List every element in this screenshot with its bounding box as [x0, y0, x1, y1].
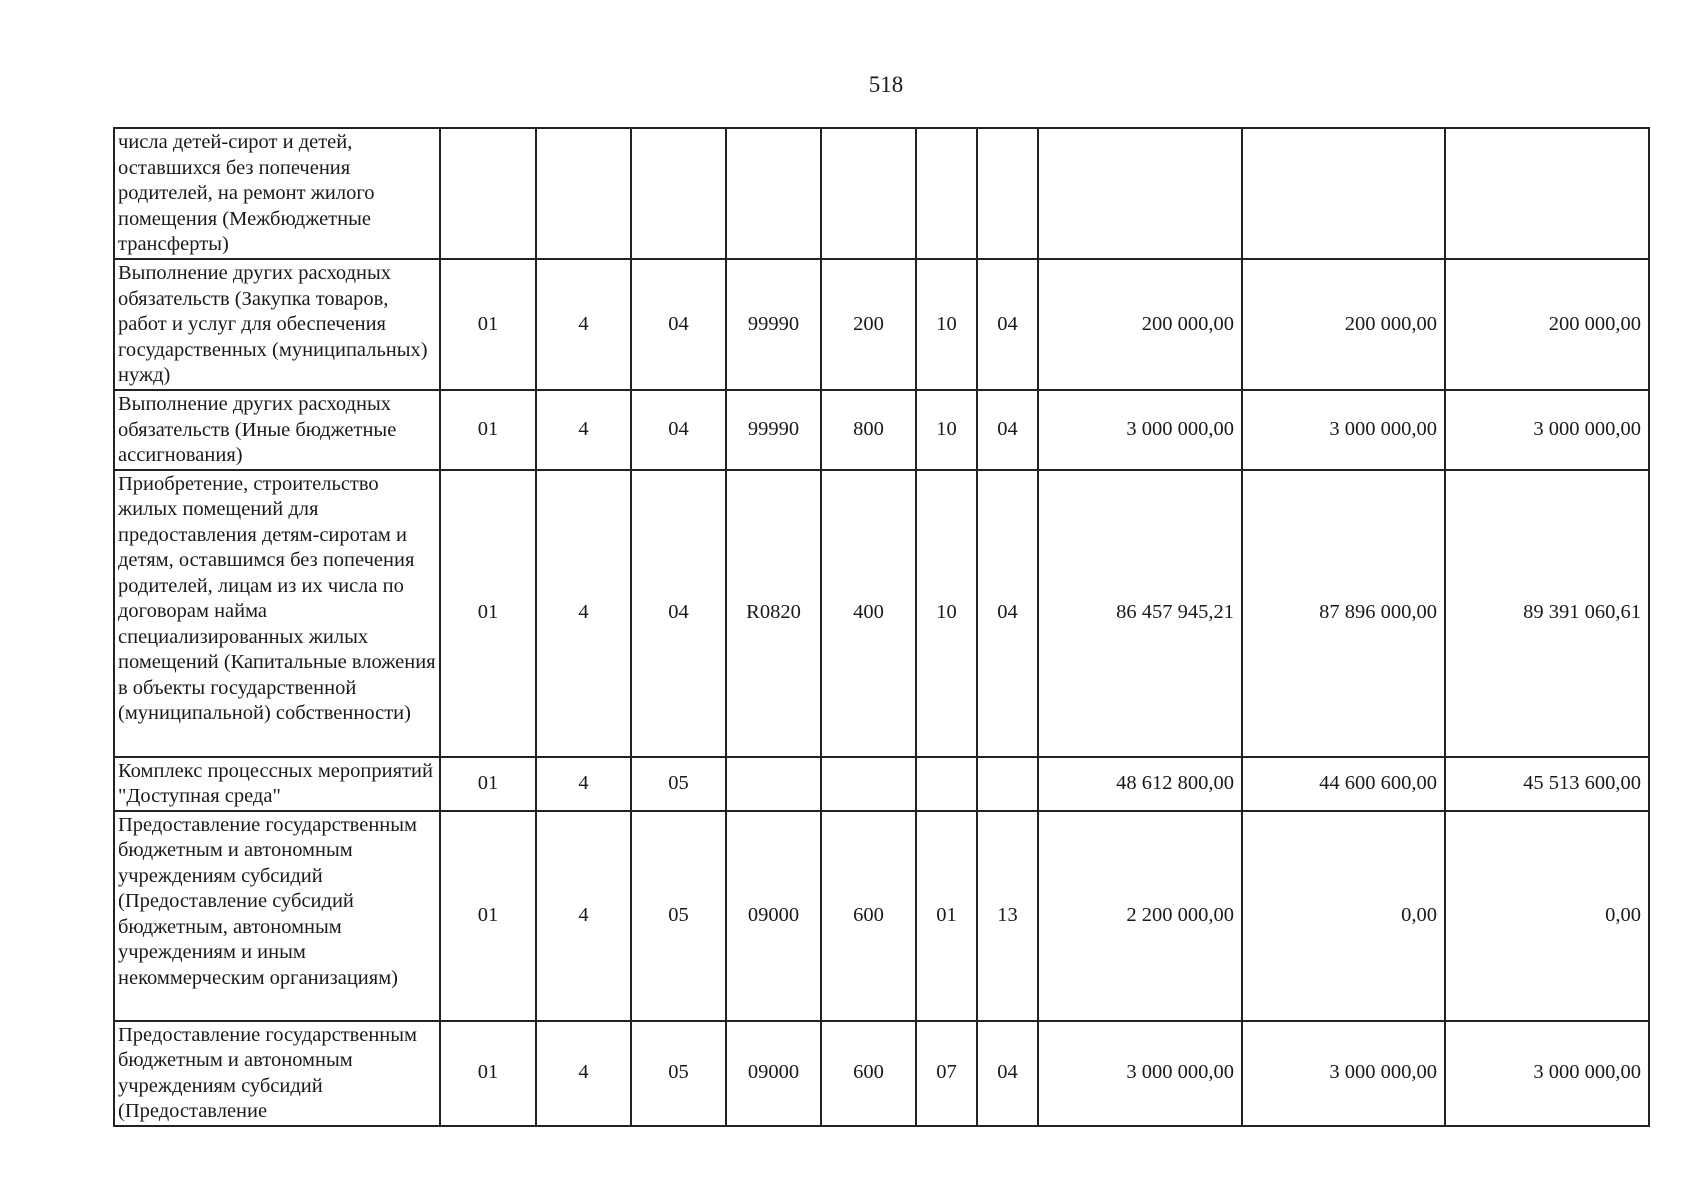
code-cell: 4: [536, 470, 631, 757]
code-cell: 4: [536, 259, 631, 390]
budget-table: [113, 127, 1650, 1127]
code-cell: 04: [977, 259, 1038, 390]
row-name-cell: Предоставление государственным бюджетным и автономным учреждениям субсидий (Предоставление: [114, 1021, 440, 1126]
code-cell: 04: [977, 1021, 1038, 1126]
row-name-cell: числа детей-сирот и детей, оставшихся без попечения родителей, на ремонт жилого помещения (Межбюджетные трансферты): [114, 128, 440, 259]
row-name-cell: Выполнение других расходных обязательств (Закупка товаров, работ и услуг для обеспечения государственных (муниципальных) нужд): [114, 259, 440, 390]
code-cell: [726, 757, 821, 811]
amount-cell: 3 000 000,00: [1242, 1021, 1445, 1126]
code-cell: 05: [631, 757, 726, 811]
code-cell: 04: [977, 390, 1038, 470]
amount-cell: [1445, 128, 1649, 259]
amount-cell: 0,00: [1242, 811, 1445, 1021]
amount-cell: 200 000,00: [1445, 259, 1649, 390]
code-cell: [977, 757, 1038, 811]
code-cell: 01: [440, 470, 536, 757]
code-cell: 4: [536, 390, 631, 470]
table-row: [114, 811, 1649, 1021]
code-cell: [916, 128, 977, 259]
code-cell: 4: [536, 1021, 631, 1126]
code-cell: 09000: [726, 1021, 821, 1126]
amount-cell: 48 612 800,00: [1038, 757, 1242, 811]
amount-cell: 89 391 060,61: [1445, 470, 1649, 757]
amount-cell: 86 457 945,21: [1038, 470, 1242, 757]
table-row: [114, 470, 1649, 757]
amount-cell: 3 000 000,00: [1038, 390, 1242, 470]
code-cell: 4: [536, 811, 631, 1021]
amount-cell: 3 000 000,00: [1242, 390, 1445, 470]
code-cell: 07: [916, 1021, 977, 1126]
table-row: [114, 390, 1649, 470]
code-cell: [726, 128, 821, 259]
code-cell: 99990: [726, 390, 821, 470]
amount-cell: 2 200 000,00: [1038, 811, 1242, 1021]
code-cell: 4: [536, 757, 631, 811]
amount-cell: 3 000 000,00: [1445, 390, 1649, 470]
code-cell: 04: [631, 259, 726, 390]
code-cell: 01: [440, 1021, 536, 1126]
code-cell: 400: [821, 470, 916, 757]
amount-cell: 200 000,00: [1242, 259, 1445, 390]
code-cell: 04: [977, 470, 1038, 757]
code-cell: 01: [440, 390, 536, 470]
table-row: [114, 259, 1649, 390]
code-cell: [631, 128, 726, 259]
row-name-cell: Выполнение других расходных обязательств (Иные бюджетные ассигнования): [114, 390, 440, 470]
code-cell: 10: [916, 470, 977, 757]
row-name-cell: Предоставление государственным бюджетным и автономным учреждениям субсидий (Предоставление субсидий бюджетным, автономным учреждениям и иным некоммерческим организациям): [114, 811, 440, 1021]
code-cell: [821, 128, 916, 259]
code-cell: 04: [631, 470, 726, 757]
code-cell: 99990: [726, 259, 821, 390]
code-cell: 200: [821, 259, 916, 390]
row-name-cell: Комплекс процессных мероприятий "Доступная среда": [114, 757, 440, 811]
code-cell: [821, 757, 916, 811]
code-cell: 09000: [726, 811, 821, 1021]
table-row: [114, 757, 1649, 811]
amount-cell: 87 896 000,00: [1242, 470, 1445, 757]
code-cell: [440, 128, 536, 259]
amount-cell: 0,00: [1445, 811, 1649, 1021]
code-cell: [977, 128, 1038, 259]
code-cell: 04: [631, 390, 726, 470]
amount-cell: 44 600 600,00: [1242, 757, 1445, 811]
code-cell: [916, 757, 977, 811]
code-cell: 05: [631, 1021, 726, 1126]
amount-cell: [1038, 128, 1242, 259]
amount-cell: 45 513 600,00: [1445, 757, 1649, 811]
code-cell: 01: [440, 259, 536, 390]
code-cell: [536, 128, 631, 259]
amount-cell: 200 000,00: [1038, 259, 1242, 390]
amount-cell: 3 000 000,00: [1038, 1021, 1242, 1126]
code-cell: 13: [977, 811, 1038, 1021]
code-cell: 10: [916, 259, 977, 390]
row-name-cell: Приобретение, строительство жилых помещений для предоставления детям-сиротам и детям, оставшимся без попечения родителей, лицам из их числа по договорам найма специализированных жилых помещений (Капитальные вложения в объекты государственной (муниципальной) собственности): [114, 470, 440, 757]
code-cell: 10: [916, 390, 977, 470]
amount-cell: 3 000 000,00: [1445, 1021, 1649, 1126]
table-row: [114, 1021, 1649, 1126]
code-cell: R0820: [726, 470, 821, 757]
code-cell: 800: [821, 390, 916, 470]
code-cell: 05: [631, 811, 726, 1021]
code-cell: 01: [440, 757, 536, 811]
amount-cell: [1242, 128, 1445, 259]
code-cell: 600: [821, 1021, 916, 1126]
code-cell: 600: [821, 811, 916, 1021]
table-row: [114, 128, 1649, 259]
page-number: 518: [868, 72, 904, 97]
code-cell: 01: [440, 811, 536, 1021]
code-cell: 01: [916, 811, 977, 1021]
